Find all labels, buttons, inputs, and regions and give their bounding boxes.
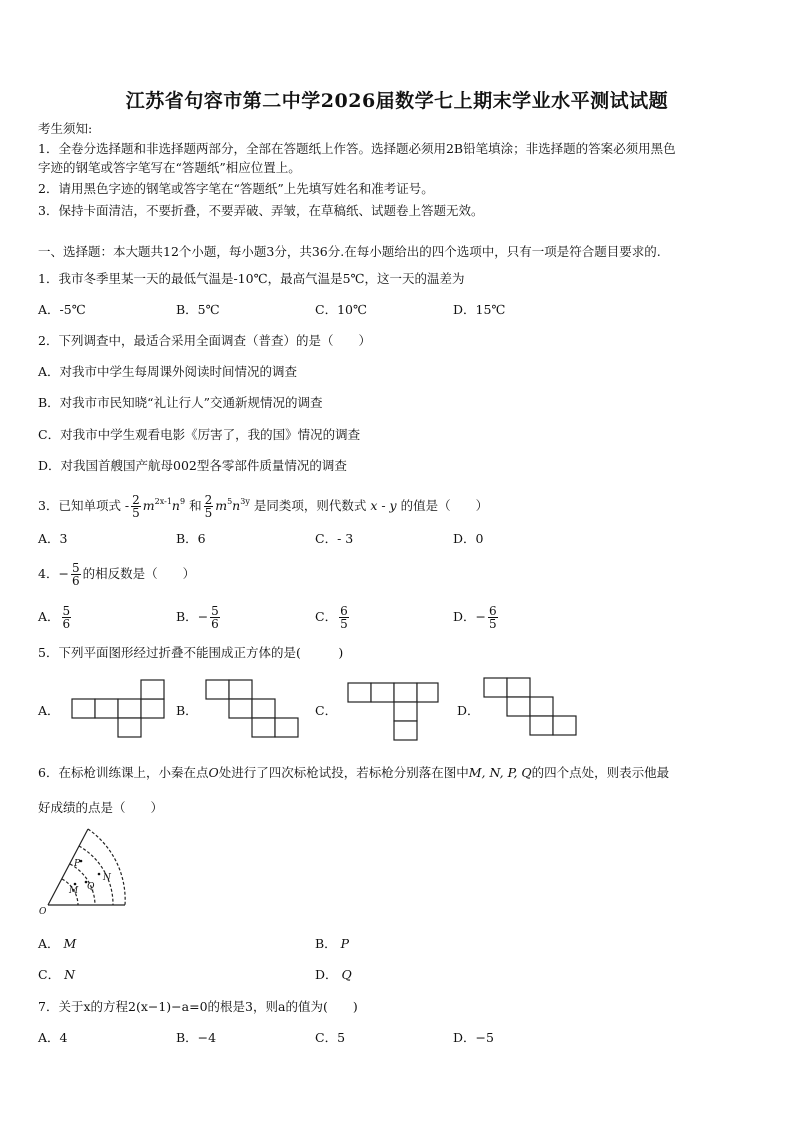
q3-m2: m: [215, 498, 228, 513]
q6-label-q: Q: [87, 882, 95, 892]
q4-prefix: 4．−: [38, 566, 69, 581]
q4-option-c-label: C．: [315, 609, 338, 624]
q1-option-a: A．-5℃: [38, 302, 86, 317]
q6-option-a-value: M: [63, 936, 77, 951]
q7-option-b: B．−4: [176, 1030, 217, 1045]
q5-option-c-label: C．: [315, 703, 338, 718]
q1-stem: 1．我市冬季里某一天的最低气温是-10℃，最高气温是5℃，这一天的温差为: [38, 271, 465, 286]
q3-exp4: 3y: [240, 497, 250, 506]
q3-expression: x - y: [370, 498, 397, 513]
q4-option-a-label: A．: [38, 609, 60, 624]
notice-item-1-cont: 字迹的钢笔或答字笔写在“答题纸”相应位置上。: [38, 160, 301, 175]
q6-stem-part3: 的四个点处，则表示他最: [531, 765, 670, 780]
q2-option-b: B．对我市市民知晓“礼让行人”交通新规情况的调查: [38, 395, 323, 410]
q6-option-b-value: P: [340, 936, 350, 951]
q6-arc-outer: [88, 829, 125, 905]
q1-option-d: D．15℃: [453, 302, 506, 317]
q3-fraction-1-num: 2: [132, 493, 140, 507]
q6-option-b: [315, 936, 349, 952]
q3-exp1: 2x-1: [154, 497, 172, 506]
q4-option-b-num: 5: [211, 604, 219, 618]
q6-label-p: P: [74, 859, 81, 869]
q6-option-d: [315, 967, 352, 983]
q4-option-d-den: 5: [489, 617, 497, 631]
q6-point-n-dot: [98, 873, 101, 876]
q3-fraction-2-num: 2: [204, 493, 213, 507]
q4-option-d-sign: −: [475, 609, 487, 624]
section-heading: 一、选择题：本大题共12个小题，每小题3分，共36分.在每小题给出的四个选项中，只有一项是符合题目要求的.: [38, 244, 661, 259]
notice-item-2: 2．请用黑色字迹的钢笔或答字笔在“答题纸”上先填写姓名和准考证号。: [38, 181, 434, 196]
q5-option-a-label: A．: [38, 703, 60, 718]
q3-exp2: 9: [179, 497, 186, 506]
q6-point-o: O: [208, 765, 219, 780]
q3-and: 和: [189, 498, 202, 513]
q3-n1: n: [171, 498, 180, 513]
q4-suffix: 的相反数是（ ）: [82, 566, 196, 581]
q3-option-a: A．3: [38, 531, 68, 546]
q6-points: M, N, P, Q: [468, 765, 532, 780]
q6-side-ray: [48, 829, 88, 905]
q3-fraction-2-den: 5: [204, 506, 213, 520]
q6-option-c: [38, 967, 75, 983]
q4-option-b-sign: −: [197, 609, 209, 624]
q6-stem-line2: 好成绩的点是（ ）: [38, 800, 164, 815]
q5-option-b-label: B．: [176, 703, 198, 718]
q4-option-c-den: 5: [340, 617, 348, 631]
page-title: 江苏省句容市第二中学2026届数学七上期末学业水平测试试题: [125, 90, 669, 112]
q3-m1: m: [142, 498, 155, 513]
q6-option-b-label: B．: [315, 936, 337, 951]
q4-option-b-label: B．: [176, 609, 198, 624]
notice-item-3: 3．保持卡面清洁，不要折叠，不要弄破、弄皱，在草稿纸、试题卷上答题无效。: [38, 203, 484, 218]
q6-option-a-label: A．: [38, 936, 60, 951]
q6-option-c-value: N: [64, 967, 75, 982]
q6-stem-part2: 处进行了四次标枪试投，若标枪分别落在图中: [218, 765, 469, 780]
q6-point-m-dot: [74, 883, 77, 886]
q4-option-a-den: 6: [62, 617, 71, 631]
q3-option-d: D．0: [453, 531, 484, 546]
q2-option-a: A．对我市中学生每周课外阅读时间情况的调查: [38, 364, 298, 379]
q6-option-a: [38, 936, 76, 952]
q7-option-a: A．4: [38, 1030, 68, 1045]
q3-option-c: C．- 3: [315, 531, 354, 546]
notice-item-1: 1．全卷分选择题和非选择题两部分，全部在答题纸上作答。选择题必须用2B铅笔填涂；非选择题的答案必须用黑色: [38, 141, 676, 156]
q6-stem-part1: 6．在标枪训练课上，小秦在点: [38, 765, 209, 780]
q7-stem: 7．关于x的方程2(x−1)−a=0的根是3，则a的值为( ): [38, 999, 358, 1014]
q6-label-o: O: [39, 907, 47, 917]
q2-option-c: C．对我市中学生观看电影《厉害了，我的国》情况的调查: [38, 427, 361, 442]
q3-exp3: 5: [227, 497, 233, 506]
q3-prefix: 3．已知单项式 -: [38, 498, 130, 513]
q6-option-d-value: Q: [341, 967, 352, 982]
q6-point-p-dot: [80, 860, 83, 863]
q3-option-b: B．6: [176, 531, 206, 546]
q4-fraction-den: 6: [71, 574, 80, 588]
q3-suffix: 是同类项，则代数式: [253, 498, 367, 513]
q6-label-n: N: [103, 873, 111, 883]
q6-option-d-label: D．: [315, 967, 338, 982]
q6-label-m: M: [69, 886, 79, 896]
q4-option-d-num: 6: [489, 604, 497, 618]
q3-n2: n: [232, 498, 241, 513]
q3-tail: 的值是（ ）: [400, 498, 489, 513]
q7-option-c: C．5: [315, 1030, 346, 1045]
q5-option-d-label: D．: [457, 703, 480, 718]
q7-option-d: D．−5: [453, 1030, 494, 1045]
q1-option-c: C．10℃: [315, 302, 367, 317]
q2-option-d: D．对我国首艘国产航母002型各零部件质量情况的调查: [38, 458, 347, 473]
q6-option-c-label: C．: [38, 967, 61, 982]
notice-heading: 考生须知:: [38, 121, 93, 136]
q3-fraction-1-den: 5: [132, 506, 140, 520]
q4-option-a-num: 5: [62, 604, 71, 618]
q4-option-d-label: D．: [453, 609, 476, 624]
q4-fraction-num: 5: [71, 561, 80, 575]
q1-option-b: B．5℃: [176, 302, 220, 317]
q4-option-b-den: 6: [211, 617, 219, 631]
q5-stem: 5．下列平面图形经过折叠不能围成正方体的是( ): [38, 645, 344, 660]
q2-stem: 2．下列调查中，最适合采用全面调查（普查）的是（ ）: [38, 333, 371, 348]
q4-option-c-num: 6: [340, 604, 348, 618]
